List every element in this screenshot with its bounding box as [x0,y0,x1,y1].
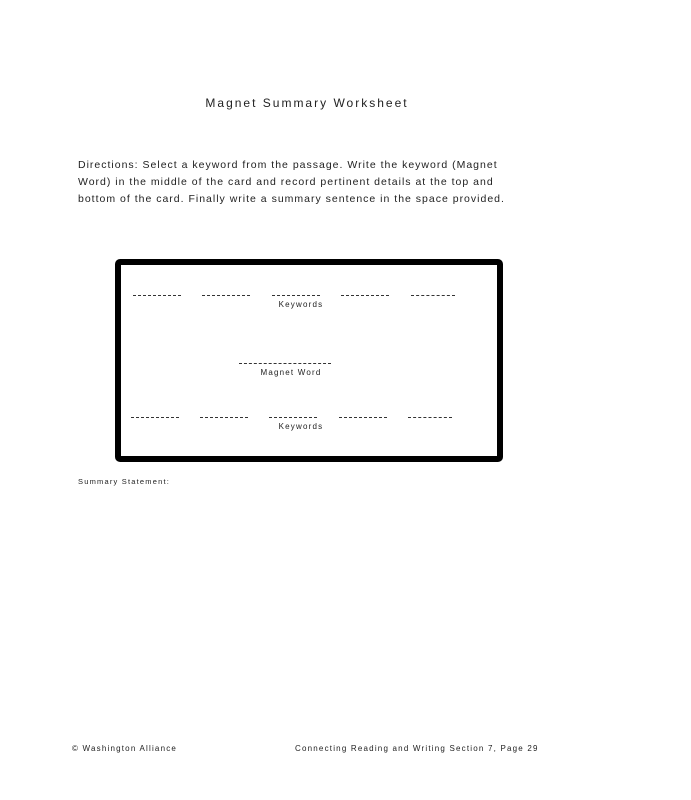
magnet-card [115,259,503,462]
top-keyword-blank-1 [133,295,181,296]
bottom-keywords-label: Keywords [278,422,324,431]
top-keyword-blank-5 [411,295,455,296]
bottom-keyword-blank-5 [408,417,452,418]
bottom-keyword-blank-4 [339,417,387,418]
top-keyword-blank-3 [272,295,320,296]
directions-text: Directions: Select a keyword from the passage. Write the keyword (Magnet Word) in the middle of the card and record pertinent details at the top and bottom of the card. Finally write a summary sentence in the space provided. [78,159,505,205]
magnet-word-blank [239,363,331,364]
footer-copyright: © Washington Alliance [72,744,178,753]
footer-page-info: Connecting Reading and Writing Section 7, Page 29 [295,744,539,753]
magnet-word-label: Magnet Word [260,368,322,377]
top-keywords-label: Keywords [278,300,324,309]
page-title: Magnet Summary Worksheet [205,96,409,110]
bottom-keyword-blank-2 [200,417,248,418]
bottom-keyword-blank-3 [269,417,317,418]
top-keyword-blank-4 [341,295,389,296]
top-keyword-blank-2 [202,295,250,296]
bottom-keyword-blank-1 [131,417,179,418]
summary-statement-label: Summary Statement: [78,477,171,486]
